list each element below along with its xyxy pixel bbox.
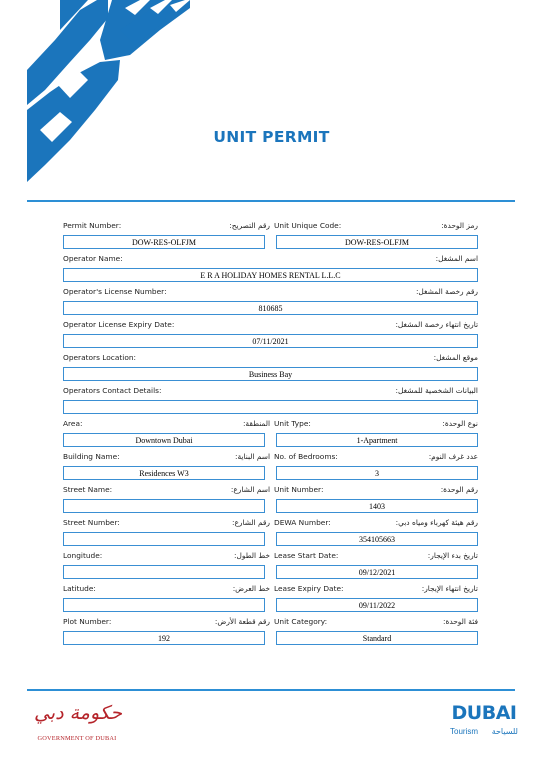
unit-type-label: Unit Type: [274, 419, 311, 428]
building-name-field: Residences W3 [63, 466, 265, 480]
unit-category-field: Standard [276, 631, 478, 645]
longitude-label-ar: خط الطول: [234, 551, 270, 560]
license-number-label-ar: رقم رخصة المشغل: [415, 287, 478, 296]
gov-arabic-calligraphy: حكومة دبي [33, 702, 123, 724]
operator-contact-field [63, 400, 478, 414]
page-title: UNIT PERMIT [213, 128, 330, 146]
license-number-label: Operator's License Number: [63, 287, 167, 296]
operator-location-label: Operators Location: [63, 353, 137, 362]
lease-expiry-field: 09/11/2022 [276, 598, 478, 612]
street-name-field [63, 499, 265, 513]
government-of-dubai-logo [27, 700, 127, 746]
bedrooms-field: 3 [276, 466, 478, 480]
dewa-number-field: 354105663 [276, 532, 478, 546]
bedrooms-label: No. of Bedrooms: [274, 452, 338, 461]
permit-form [63, 219, 478, 648]
unit-type-field: 1-Apartment [276, 433, 478, 447]
license-expiry-field: 07/11/2021 [63, 334, 478, 348]
permit-number-label-ar: رقم التصريح: [229, 221, 270, 230]
unit-category-label-ar: فئة الوحدة: [442, 617, 478, 626]
header-divider [27, 200, 515, 202]
lease-expiry-label: Lease Expiry Date: [274, 584, 344, 593]
bedrooms-label-ar: عدد غرف النوم: [428, 452, 478, 461]
area-field: Downtown Dubai [63, 433, 265, 447]
dubai-tourism-logo [448, 702, 518, 744]
longitude-label: Longitude: [63, 551, 103, 560]
area-label-ar: المنطقة: [242, 419, 270, 428]
operator-location-field: Business Bay [63, 367, 478, 381]
longitude-field [63, 565, 265, 579]
operator-contact-label: Operators Contact Details: [63, 386, 162, 395]
lease-expiry-label-ar: تاريخ انتهاء الإيجار: [421, 584, 478, 593]
latitude-field [63, 598, 265, 612]
building-name-label-ar: اسم البناية: [234, 452, 270, 461]
dewa-number-label: DEWA Number: [274, 518, 331, 527]
street-number-label: Street Number: [63, 518, 120, 527]
building-name-label: Building Name: [63, 452, 120, 461]
unit-code-field: DOW-RES-OLFJM [276, 235, 478, 249]
unit-code-label: Unit Unique Code: [274, 221, 342, 230]
lease-start-label: Lease Start Date: [274, 551, 339, 560]
operator-name-label: Operator Name: [63, 254, 123, 263]
latitude-label-ar: خط العرض: [232, 584, 270, 593]
unit-category-label: Unit Category: [274, 617, 328, 626]
street-name-label-ar: اسم الشارع: [230, 485, 270, 494]
license-number-field: 810685 [63, 301, 478, 315]
operator-name-field: E R A HOLIDAY HOMES RENTAL L.L.C [63, 268, 478, 282]
license-expiry-label-ar: تاريخ انتهاء رخصة المشغل: [395, 320, 478, 329]
license-expiry-label: Operator License Expiry Date: [63, 320, 175, 329]
footer-divider [27, 689, 515, 691]
street-name-label: Street Name: [63, 485, 113, 494]
unit-type-label-ar: نوع الوحدة: [442, 419, 478, 428]
lease-start-field: 09/12/2021 [276, 565, 478, 579]
plot-number-label-ar: رقم قطعة الأرض: [214, 617, 270, 626]
dewa-number-label-ar: رقم هيئة كهرباء ومياه دبي: [395, 518, 478, 527]
unit-number-label: Unit Number: [274, 485, 324, 494]
permit-number-field: DOW-RES-OLFJM [63, 235, 265, 249]
operator-contact-label-ar: البيانات الشخصية للمشغل: [395, 386, 478, 395]
tourism-arabic: للسياحة [491, 727, 518, 736]
tourism-english: Tourism [450, 727, 479, 736]
operator-location-label-ar: موقع المشغل: [433, 353, 478, 362]
plot-number-label: Plot Number: [63, 617, 112, 626]
gov-english-text: GOVERNMENT OF DUBAI [37, 735, 117, 742]
street-number-field [63, 532, 265, 546]
unit-number-label-ar: رقم الوحدة: [440, 485, 478, 494]
dubai-wordmark: DUBAI [451, 702, 517, 724]
permit-number-label: Permit Number: [63, 221, 122, 230]
area-label: Area: [63, 419, 83, 428]
dubai-corner-logo [0, 0, 200, 190]
unit-code-label-ar: رمز الوحدة: [441, 221, 478, 230]
unit-number-field: 1403 [276, 499, 478, 513]
latitude-label: Latitude: [63, 584, 96, 593]
plot-number-field: 192 [63, 631, 265, 645]
street-number-label-ar: رقم الشارع: [232, 518, 270, 527]
lease-start-label-ar: تاريخ بدء الإيجار: [427, 551, 478, 560]
operator-name-label-ar: اسم المشغل: [435, 254, 478, 263]
